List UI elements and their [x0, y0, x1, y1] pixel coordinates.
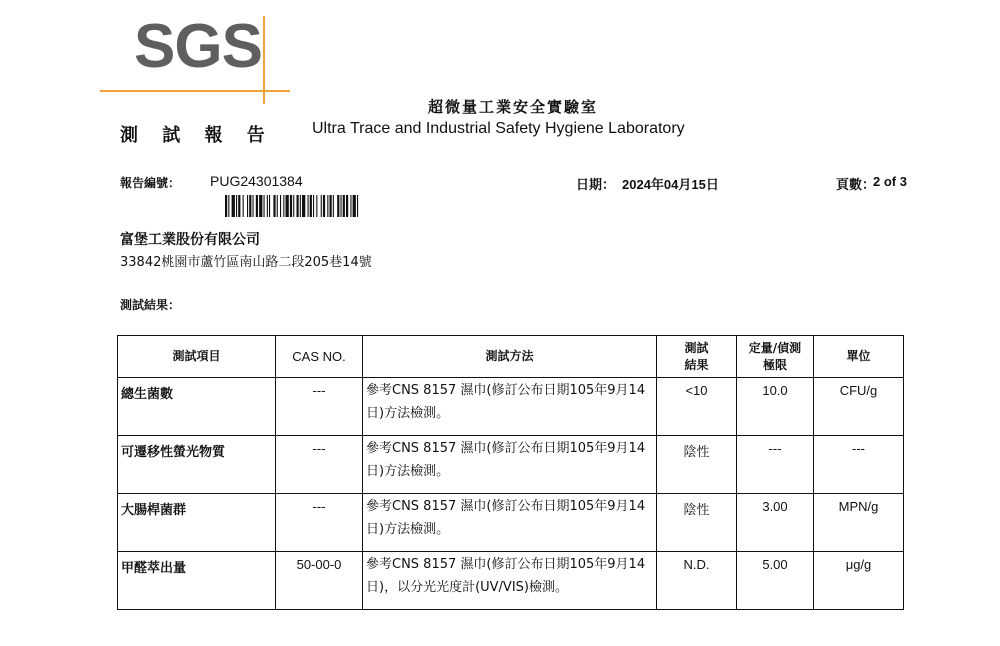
header-test-item: 測試項目 — [118, 336, 276, 378]
table-header-row — [118, 336, 904, 378]
logo-horizontal-rule — [100, 90, 290, 92]
date-label: 日期： — [576, 178, 616, 193]
test-results-label: 測試結果： — [120, 298, 181, 312]
cell-cas-no: --- — [276, 494, 363, 552]
header-test-method: 測試方法 — [363, 336, 657, 378]
table-row — [118, 494, 904, 552]
table-row — [118, 552, 904, 610]
logo-vertical-rule — [263, 16, 265, 104]
header-result — [657, 336, 737, 378]
cell-test-item: 可遷移性螢光物質 — [118, 436, 276, 494]
cell-limit: 5.00 — [737, 552, 814, 610]
lab-name-english: Ultra Trace and Industrial Safety Hygiene Laboratory — [312, 120, 685, 137]
cell-cas-no: --- — [276, 378, 363, 436]
cell-unit: μg/g — [814, 552, 904, 610]
cell-cas-no: 50-00-0 — [276, 552, 363, 610]
report-title: 測 試 報 告 — [120, 125, 274, 146]
test-results-table — [117, 335, 904, 610]
logo-text: SGS — [134, 12, 262, 81]
header-limit-line1: 定量/偵測 — [748, 341, 802, 356]
cell-result: <10 — [657, 378, 737, 436]
cell-test-item: 大腸桿菌群 — [118, 494, 276, 552]
client-company-name: 富堡工業股份有限公司 — [120, 232, 260, 248]
cell-result: 陰性 — [657, 494, 737, 552]
report-number: PUG24301384 — [210, 173, 303, 189]
report-number-label: 報告編號： — [120, 176, 181, 190]
cell-result: N.D. — [657, 552, 737, 610]
header-detection-limit — [737, 336, 814, 378]
header-cas-label: CAS NO. — [292, 348, 346, 364]
header-unit: 單位 — [814, 336, 904, 378]
barcode-image — [225, 195, 455, 217]
cell-test-method: 參考CNS 8157 濕巾(修訂公布日期105年9月14日)，以分光光度計(UV/VIS)檢測。 — [363, 552, 657, 610]
table-row — [118, 436, 904, 494]
client-address: 33842桃園市蘆竹區南山路二段205巷14號 — [120, 255, 372, 270]
cell-test-method: 參考CNS 8157 濕巾(修訂公布日期105年9月14日)方法檢測。 — [363, 378, 657, 436]
table-row — [118, 378, 904, 436]
cell-result: 陰性 — [657, 436, 737, 494]
cell-unit: --- — [814, 436, 904, 494]
header-result-line1: 測試 — [684, 341, 709, 356]
cell-test-item: 總生菌數 — [118, 378, 276, 436]
cell-test-method: 參考CNS 8157 濕巾(修訂公布日期105年9月14日)方法檢測。 — [363, 436, 657, 494]
cell-limit: --- — [737, 436, 814, 494]
lab-name-chinese: 超微量工業安全實驗室 — [428, 98, 599, 116]
cell-limit: 10.0 — [737, 378, 814, 436]
header-cas-no — [276, 336, 363, 378]
cell-unit: CFU/g — [814, 378, 904, 436]
cell-test-item: 甲醛萃出量 — [118, 552, 276, 610]
header-limit-line2: 極限 — [762, 357, 787, 372]
cell-unit: MPN/g — [814, 494, 904, 552]
report-date: 2024年04月15日 — [622, 177, 719, 192]
sgs-logo — [96, 14, 296, 106]
cell-cas-no: --- — [276, 436, 363, 494]
cell-test-method: 參考CNS 8157 濕巾(修訂公布日期105年9月14日)方法檢測。 — [363, 494, 657, 552]
cell-limit: 3.00 — [737, 494, 814, 552]
header-result-line2: 結果 — [684, 357, 709, 372]
page-count-label: 頁數： — [836, 178, 876, 193]
page-count: 2 of 3 — [873, 174, 907, 189]
